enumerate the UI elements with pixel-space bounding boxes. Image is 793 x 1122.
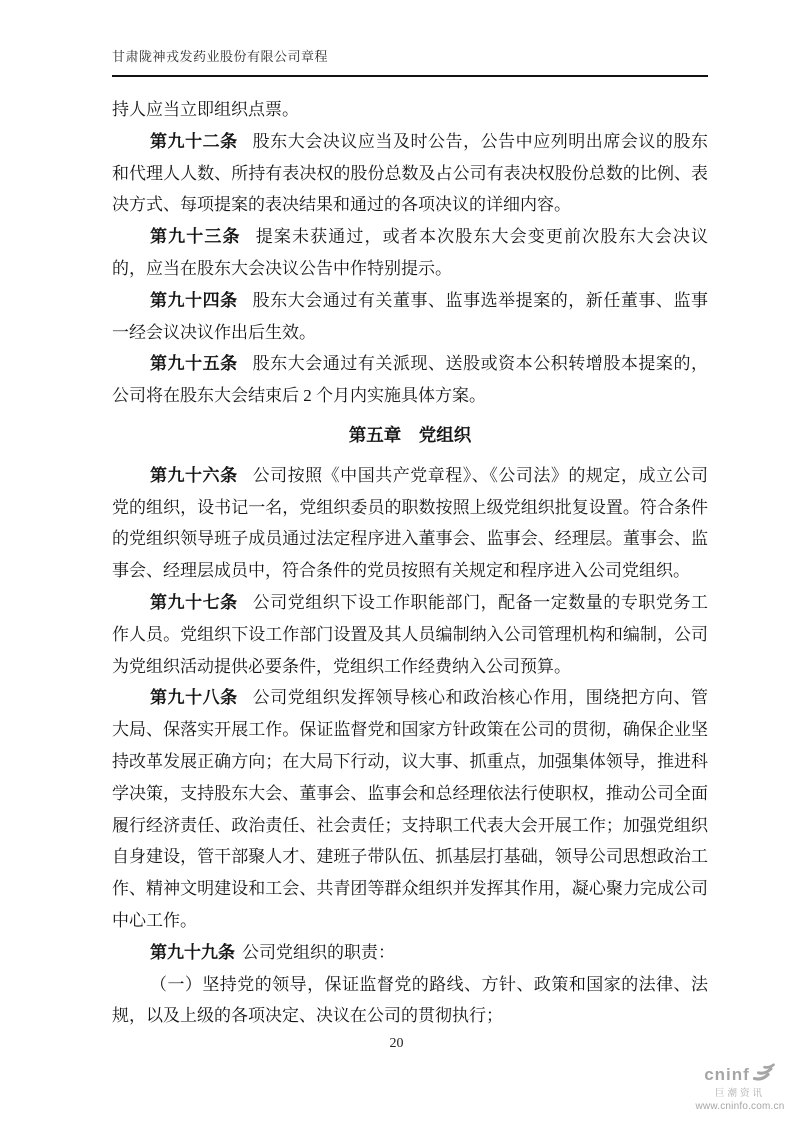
article-92-text: 股东大会决议应当及时公告，公告中应列明出席会议的股东和代理人人数、所持有表决权的股份总数及占公司有表决权股份总数的比例、表决方式、每项提案的表决结果和通过的各项决议的详细内容。 <box>112 131 709 215</box>
paragraph-continuation: 持人应当立即组织点票。 <box>112 100 299 119</box>
page-header <box>112 46 708 77</box>
article-96 <box>112 460 708 587</box>
article-95-text: 股东大会通过有关派现、送股或资本公积转增股本提案的，公司将在股东大会结束后 2 个月内实施具体方案。 <box>112 354 709 406</box>
header-title: 甘肃陇神戎发药业股份有限公司章程 <box>112 49 329 64</box>
article-94-label: 第九十四条 <box>150 290 238 310</box>
article-98-label: 第九十八条 <box>150 688 238 708</box>
article-99-label: 第九十九条 <box>150 942 235 962</box>
cninfo-chinese-name: 巨潮资讯 <box>714 1087 765 1099</box>
article-99-text: 公司党组织的职责： <box>242 942 395 962</box>
article-97-label: 第九十七条 <box>150 592 238 612</box>
article-98 <box>112 682 708 936</box>
article-95 <box>112 348 708 412</box>
article-93-label: 第九十三条 <box>150 227 241 247</box>
article-92-label: 第九十二条 <box>150 131 238 151</box>
article-98-text: 公司党组织发挥领导核心和政治核心作用，围绕把方向、管大局、保落实开展工作。保证监督党和国家方针政策在公司的贯彻，确保企业坚持改革发展正确方向；在大局下行动，议大事、抓重点，加强集体领导，推进科学决策，支持股东大会、董事会、监事会和总经理依法行使职权，推动公司全面履行经济责任、政治责任、社会责任；支持职工代表大会开展工作；加强党组织自身建设，管干部聚人才、建班子带队伍、抓基层打基础，领导公司思想政治工作、精神文明建设和工会、共青团等群众组织并发挥其作用，凝心聚力完成公司中心工作。 <box>112 688 709 930</box>
article-97-text: 公司党组织下设工作职能部门，配备一定数量的专职党务工作人员。党组织下设工作部门设置及其人员编制纳入公司管理机构和编制，公司为党组织活动提供必要条件，党组织工作经费纳入公司预算。 <box>112 592 709 676</box>
article-97 <box>112 587 708 682</box>
article-93 <box>112 221 708 285</box>
article-96-text: 公司按照《中国共产党章程》、《公司法》的规定，成立公司党的组织，设书记一名，党组织委员的职数按照上级党组织批复设置。符合条件的党组织领导班子成员通过法定程序进入董事会、监事会、经理层。董事会、监事会、经理层成员中，符合条件的党员按照有关规定和程序进入公司党组织。 <box>112 465 709 581</box>
article-95-label: 第九十五条 <box>150 354 238 374</box>
article-96-label: 第九十六条 <box>150 465 238 485</box>
article-92 <box>112 126 708 221</box>
article-94 <box>112 285 708 349</box>
document-body <box>112 94 708 1032</box>
list-item-1: （一）坚持党的领导，保证监督党的路线、方针、政策和国家的法律、法规，以及上级的各项决定、决议在公司的贯彻执行； <box>112 974 708 1026</box>
cninfo-brand-text: cninf <box>704 1064 750 1084</box>
article-99 <box>112 937 708 969</box>
cninfo-url: www.cninfo.com.cn <box>695 1101 785 1112</box>
article-94-text: 股东大会通过有关董事、监事选举提案的，新任董事、监事一经会议决议作出后生效。 <box>112 290 709 342</box>
cninfo-logo-row <box>692 1063 788 1088</box>
cninfo-swoosh-icon <box>752 1063 776 1088</box>
chapter-heading: 第五章 党组织 <box>348 424 472 445</box>
page-number: 20 <box>389 1036 404 1051</box>
article-93-text: 提案未获通过，或者本次股东大会变更前次股东大会决议的，应当在股东大会决议公告中作特别提示。 <box>112 227 709 278</box>
cninfo-logo <box>692 1063 788 1112</box>
